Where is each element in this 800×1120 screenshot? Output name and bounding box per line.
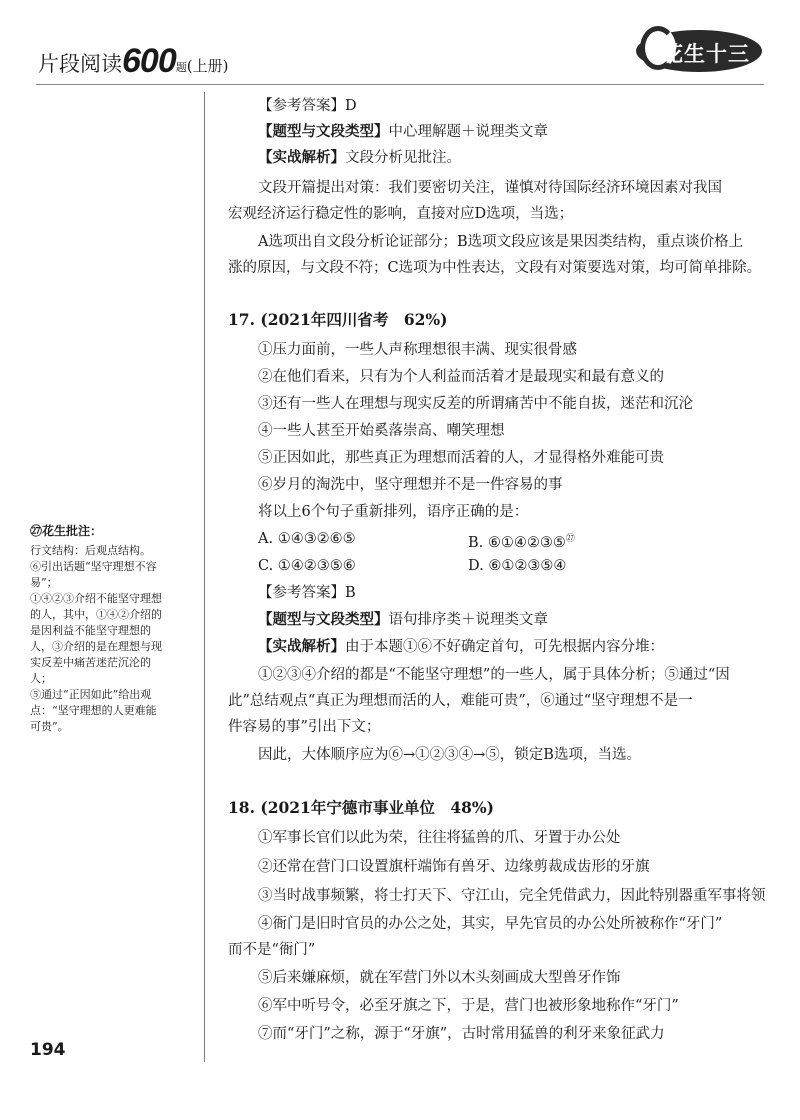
- q17-option-d: D. ⑥①②③⑤④: [468, 558, 567, 574]
- q17-para1-line3: 件容易的事”引出下文；: [228, 719, 381, 735]
- q17-analysis-value: 由于本题①⑥不好确定首句，可先根据内容分堆：: [345, 639, 664, 655]
- q16-type-label: 【题型与文段类型】: [258, 123, 389, 140]
- q18-sentence-3: ③当时战事频繁，将士打天下、守江山，完全凭借武力，因此特别器重军事将领: [258, 888, 766, 904]
- q18-sentence-5: ⑤后来嫌麻烦，就在军营门外以木头刻画成大型兽牙作饰: [258, 970, 621, 986]
- book-title-unit: 题: [175, 61, 187, 74]
- q16-para2-line2: 涨的原因，与文段不符；C选项为中性表达，文段有对策要选对策，均可简单排除。: [228, 260, 762, 276]
- q17-option-b: [468, 529, 575, 553]
- q18-sentence-6: ⑥军中听号令，必至牙旗之下，于是，营门也被形象地称作“牙门”: [258, 998, 679, 1014]
- side-note-line: 易”；: [30, 576, 58, 589]
- q16-answer: 【参考答案】D: [258, 98, 357, 114]
- side-note-line: 实反差中痛苦迷茫沉沦的: [30, 656, 151, 669]
- q17-type: [258, 610, 548, 630]
- q16-analysis-label: 【实战解析】: [258, 149, 345, 166]
- side-note-line: ①④②③介绍不能坚守理想: [30, 592, 162, 605]
- brand-logo: [636, 26, 766, 76]
- q16-para2-line1: A选项出自文段分析论证部分；B选项文段应该是果因类结构，重点谈价格上: [258, 234, 744, 250]
- book-title: [38, 36, 228, 78]
- q17-sentence-5: ⑤正因如此，那些真正为理想而活着的人，才显得格外难能可贵: [258, 450, 664, 466]
- q18-sentence-7: ⑦而“牙门”之称，源于“牙旗”，古时常用猛兽的利牙来象征武力: [258, 1026, 665, 1042]
- q17-option-c: C. ①④②③⑤⑥: [258, 558, 356, 574]
- q17-para1-line2: 此”总结观点“真正为理想而活的人，难能可贵”，⑥通过“坚守理想不是一: [228, 693, 693, 709]
- q18-heading: 18. (2021年宁德市事业单位 48%): [228, 798, 494, 817]
- book-title-volume: (上册): [186, 57, 229, 75]
- annotation-marker: ㉗: [565, 534, 575, 544]
- q17-analysis-label: 【实战解析】: [258, 638, 345, 655]
- q17-para2: 因此，大体顺序应为⑥→①②③④→⑤，锁定B选项，当选。: [258, 747, 641, 763]
- q17-option-a: A. ①④③②⑥⑤: [258, 531, 356, 547]
- q17-analysis: [258, 637, 664, 657]
- page-number: 194: [30, 1040, 66, 1060]
- side-note-line: 人；: [30, 672, 52, 685]
- q17-prompt: 将以上6个句子重新排列，语序正确的是：: [258, 504, 529, 520]
- q16-analysis: [258, 148, 461, 168]
- side-note-line: ⑥引出话题“坚守理想不容: [30, 560, 157, 573]
- q16-type: [258, 122, 548, 142]
- q18-sentence-1: ①军事长官们以此为荣，往往将猛兽的爪、牙置于办公处: [258, 830, 621, 846]
- book-title-prefix: 片段阅读: [38, 52, 122, 76]
- header-divider: [36, 84, 764, 85]
- q17-answer: 【参考答案】B: [258, 585, 356, 601]
- q18-sentence-4-cont: 而不是“衙门”: [228, 942, 316, 958]
- q17-sentence-4: ④一些人甚至开始奚落崇高、嘲笑理想: [258, 423, 505, 439]
- q17-sentence-3: ③还有一些人在理想与现实反差的所谓痛苦中不能自拔，迷茫和沉沦: [258, 396, 693, 412]
- q17-sentence-2: ②在他们看来，只有为个人利益而活着才是最现实和最有意义的: [258, 369, 664, 385]
- q17-sentence-1: ①压力面前，一些人声称理想很丰满、现实很骨感: [258, 342, 577, 358]
- book-title-number: 600: [122, 42, 176, 80]
- q17-type-value: 语句排序类＋说理类文章: [388, 612, 548, 628]
- q16-type-value: 中心理解题＋说理类文章: [388, 124, 548, 140]
- side-note-line: 是因利益不能坚守理想的: [30, 624, 151, 637]
- side-note-line: 的人，其中，①④②介绍的: [30, 608, 162, 621]
- brand-logo-text: 花生十三: [662, 42, 750, 66]
- q18-sentence-4: ④衙门是旧时官员的办公之处，其实，早先官员的办公处所被称作“牙门”: [258, 916, 723, 932]
- q17-sentence-6: ⑥岁月的淘洗中，坚守理想并不是一件容易的事: [258, 477, 563, 493]
- side-note-line: ⑤通过“正因如此”给出观: [30, 688, 152, 701]
- q17-para1-line1: ①②③④介绍的都是“不能坚守理想”的一些人，属于具体分析；⑤通过“因: [258, 667, 730, 683]
- side-note-line: 可贵”。: [30, 720, 69, 733]
- q16-para1-line2: 宏观经济运行稳定性的影响，直接对应D选项，当选；: [228, 206, 574, 222]
- q17-option-b-text: B. ⑥①④②③⑤: [468, 534, 566, 551]
- side-note-line: 人，③介绍的是在理想与现: [30, 640, 162, 653]
- q17-heading: 17. (2021年四川省考 62%): [228, 310, 448, 329]
- q16-analysis-value: 文段分析见批注。: [345, 150, 461, 166]
- margin-divider: [204, 92, 205, 1062]
- side-note-line: 点：“坚守理想的人更难能: [30, 704, 157, 717]
- side-note-heading: ㉗花生批注：: [30, 524, 103, 538]
- q16-para1-line1: 文段开篇提出对策：我们要密切关注，谨慎对待国际经济环境因素对我国: [258, 180, 722, 196]
- q18-sentence-2: ②还常在营门口设置旗杆端饰有兽牙、边缘剪裁成齿形的牙旗: [258, 859, 650, 875]
- q17-type-label: 【题型与文段类型】: [258, 611, 389, 628]
- side-note-line: 行文结构：后观点结构。: [30, 544, 151, 557]
